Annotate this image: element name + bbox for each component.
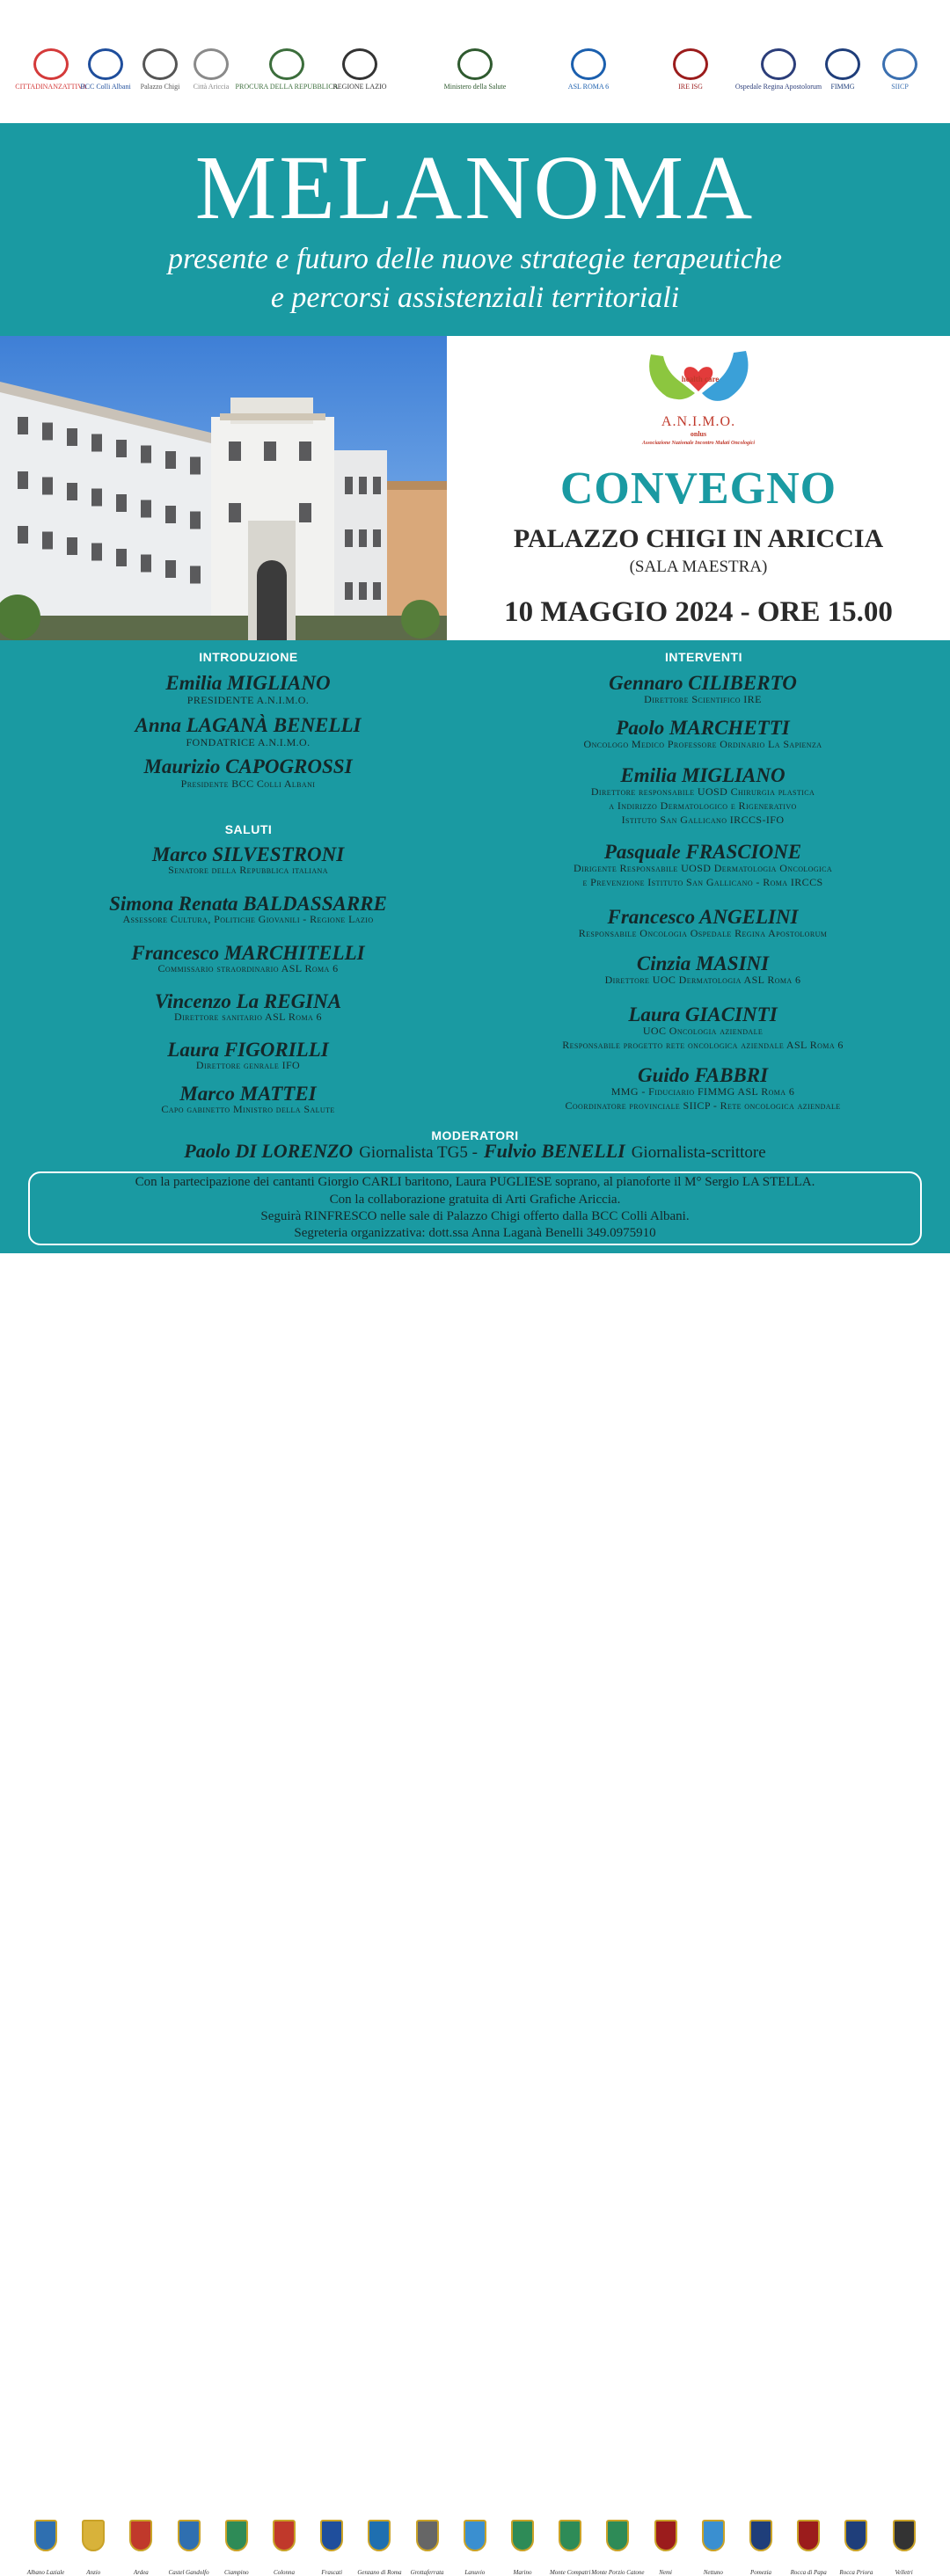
municipality-name: Rocca di Papa	[790, 2569, 827, 2576]
speaker-role: Presidente BCC Colli Albani	[180, 777, 316, 790]
speaker-role: Commissario straordinario ASL Roma 6	[157, 962, 339, 974]
speaker-name: Anna LAGANÀ BENELLI	[135, 714, 362, 736]
speaker-role: Oncologo Medico Professore Ordinario La Sapienza	[583, 738, 822, 750]
speaker-role: Capo gabinetto Ministro della Salute	[161, 1103, 335, 1115]
sponsor-logo	[558, 48, 619, 91]
sponsor-emblem-icon	[342, 48, 377, 80]
sponsor-logo-label: PROCURA DELLA REPUBBLICA	[235, 83, 339, 91]
sponsor-logo-label: Ospedale Regina Apostolorum	[734, 83, 822, 91]
municipality-crest	[121, 2520, 160, 2576]
municipality-name: Nemi	[659, 2569, 672, 2576]
sponsor-logos-bar	[0, 0, 950, 123]
animo-hands-text: health care	[681, 375, 720, 383]
speaker-role: UOC Oncologia aziendale	[642, 1025, 764, 1037]
moderator-2-desc: Giornalista-scrittore	[631, 1143, 766, 1162]
sponsor-logo	[235, 48, 339, 91]
section-moderatori: MODERATORI	[431, 1128, 519, 1142]
palazzo-chigi-photo	[0, 336, 447, 640]
speaker-name: Laura FIGORILLI	[167, 1039, 329, 1061]
municipality-name: Ardea	[133, 2569, 149, 2576]
sponsor-logo	[878, 48, 922, 91]
municipality-crest	[647, 2520, 685, 2576]
speaker-role: FONDATRICE A.N.I.M.O.	[186, 736, 311, 748]
crest-shield-icon	[273, 2520, 296, 2551]
crest-shield-icon	[844, 2520, 867, 2551]
animo-logo	[640, 346, 756, 409]
municipality-name: Monte Compatri	[549, 2569, 591, 2576]
note-line-3: Seguirà RINFRESCO nelle sale di Palazzo Chigi offerto dalla BCC Colli Albani.	[260, 1209, 690, 1223]
crest-shield-icon	[893, 2520, 916, 2551]
municipality-crest	[742, 2520, 780, 2576]
sponsor-emblem-icon	[33, 48, 69, 80]
sponsor-logo-label: Palazzo Chigi	[140, 83, 180, 91]
speaker-role: Assessore Cultura, Politiche Giovanili - Regione Lazio	[122, 913, 374, 925]
organizer-full-name: Associazione Nazionale Incontro Malati Oncologici	[641, 441, 755, 446]
crest-shield-icon	[511, 2520, 534, 2551]
note-line-2: Con la collaborazione gratuita di Arti Grafiche Ariccia.	[329, 1193, 621, 1207]
crest-shield-icon	[606, 2520, 629, 2551]
municipality-crest	[885, 2520, 924, 2576]
municipality-name: Pomezia	[749, 2569, 772, 2576]
sponsor-logo-label: REGIONE LAZIO	[332, 83, 387, 91]
municipality-name: Anzio	[86, 2569, 101, 2576]
crest-shield-icon	[797, 2520, 820, 2551]
municipality-crest	[26, 2520, 65, 2576]
municipality-crest	[74, 2520, 113, 2576]
sponsor-logo-label: SIICP	[891, 83, 909, 91]
municipality-name: Colonna	[273, 2569, 296, 2576]
sponsor-logo	[814, 48, 872, 91]
crest-shield-icon	[416, 2520, 439, 2551]
speaker-name: Francesco MARCHITELLI	[131, 942, 365, 964]
municipality-name: Rocca Priora	[839, 2569, 873, 2576]
crest-shield-icon	[34, 2520, 57, 2551]
crest-shield-icon	[702, 2520, 725, 2551]
speaker-name: Vincenzo La REGINA	[154, 990, 342, 1012]
speaker-name: Guido FABBRI	[637, 1064, 769, 1086]
speaker-name: Laura GIACINTI	[628, 1003, 778, 1025]
crest-shield-icon	[225, 2520, 248, 2551]
municipality-crest	[789, 2520, 828, 2576]
crest-shield-icon	[129, 2520, 152, 2551]
sponsor-emblem-icon	[882, 48, 917, 80]
speaker-role: PRESIDENTE A.N.I.M.O.	[186, 694, 310, 706]
municipality-crest	[456, 2520, 494, 2576]
speaker-role: Responsabile Oncologia Ospedale Regina Apostolorum	[578, 927, 828, 939]
speaker-role: Coordinatore provinciale SIICP - Rete oncologica aziendale	[565, 1099, 841, 1112]
speaker-role: MMG - Fiduciario FIMMG ASL Roma 6	[610, 1085, 795, 1098]
municipality-name: Castel Gandolfo	[168, 2569, 209, 2576]
crest-shield-icon	[320, 2520, 343, 2551]
speaker-role: Direttore UOC Dermatologia ASL Roma 6	[604, 974, 801, 986]
crest-shield-icon	[82, 2520, 105, 2551]
municipality-crest	[357, 2520, 402, 2576]
speaker-role: Direttore Scientifico IRE	[644, 693, 762, 705]
sponsor-emblem-icon	[457, 48, 493, 80]
speaker-name: Marco MATTEI	[179, 1083, 317, 1105]
section-introduzione: INTRODUZIONE	[199, 650, 298, 664]
event-type: CONVEGNO	[559, 463, 837, 514]
section-interventi: INTERVENTI	[665, 650, 742, 664]
municipality-name: Ciampino	[223, 2569, 249, 2576]
sponsor-logo-label: IRE ISG	[678, 83, 703, 91]
sponsor-logo	[81, 48, 130, 91]
municipality-name: Albano Laziale	[26, 2569, 65, 2576]
moderator-1-name: Paolo DI LORENZO	[184, 1140, 354, 1162]
sponsor-logo	[15, 48, 87, 91]
sponsor-logo-label: ASL ROMA 6	[567, 83, 610, 91]
sponsor-logo	[734, 48, 822, 91]
event-room: (SALA MAESTRA)	[629, 558, 768, 576]
moderators-line	[0, 1142, 950, 1162]
speaker-name: Gennaro CILIBERTO	[609, 672, 797, 694]
sponsor-emblem-icon	[88, 48, 123, 80]
sponsor-emblem-icon	[761, 48, 796, 80]
crest-shield-icon	[368, 2520, 391, 2551]
municipality-name: Lanuvio	[464, 2569, 486, 2576]
speaker-role: Direttore responsabile UOSD Chirurgia plastica	[590, 785, 815, 798]
sponsor-logo	[194, 48, 229, 91]
poster-title: MELANOMA	[194, 137, 756, 238]
organizer-name: A.N.I.M.O.	[661, 414, 736, 429]
speaker-role: Responsabile progetto rete oncologica aziendale ASL Roma 6	[562, 1039, 844, 1051]
crest-shield-icon	[559, 2520, 581, 2551]
speaker-role: Senatore della Repubblica italiana	[168, 864, 328, 876]
municipality-name: Velletri	[895, 2569, 913, 2576]
municipality-name: Nettuno	[703, 2569, 723, 2576]
sponsor-logo-label: BCC Colli Albani	[80, 83, 131, 91]
sponsor-logo	[651, 48, 730, 91]
crest-shield-icon	[178, 2520, 201, 2551]
crest-shield-icon	[749, 2520, 772, 2551]
speaker-name: Francesco ANGELINI	[607, 906, 799, 928]
speaker-role: Dirigente Responsabile UOSD Dermatologia Oncologica	[573, 862, 833, 874]
speaker-name: Maurizio CAPOGROSSI	[143, 755, 353, 777]
poster-subtitle-line-2: e percorsi assistenziali territoriali	[270, 281, 680, 314]
municipality-name: Monte Porzio Catone	[591, 2569, 645, 2576]
speaker-role: Direttore sanitario ASL Roma 6	[174, 1011, 322, 1023]
municipality-crest	[265, 2520, 303, 2576]
moderator-2-name: Fulvio BENELLI	[483, 1140, 625, 1162]
speaker-name: Marco SILVESTRONI	[151, 843, 345, 865]
speaker-name: Cinzia MASINI	[636, 952, 770, 974]
sponsor-emblem-icon	[825, 48, 860, 80]
sponsor-logo-label: Ministero della Salute	[443, 83, 507, 91]
crest-shield-icon	[464, 2520, 486, 2551]
speaker-name: Simona Renata BALDASSARRE	[109, 893, 387, 915]
moderator-1-desc: Giornalista TG5 -	[359, 1143, 478, 1162]
municipality-name: Genzano di Roma	[357, 2569, 402, 2576]
municipality-crest	[837, 2520, 875, 2576]
speaker-role: a Indirizzo Dermatologico e Rigenerativo	[609, 799, 797, 812]
sponsor-logo-label: CITTADINANZATTIVA	[15, 83, 87, 91]
sponsor-logo-label: FIMMG	[830, 83, 855, 91]
event-datetime: 10 MAGGIO 2024 - ORE 15.00	[504, 596, 893, 628]
poster-subtitle-line-1: presente e futuro delle nuove strategie terapeutiche	[167, 243, 783, 275]
sponsor-logo	[142, 48, 178, 91]
crest-shield-icon	[654, 2520, 677, 2551]
speaker-role: e Prevenzione Istituto San Gallicano - Roma IRCCS	[582, 876, 823, 888]
municipality-crest	[694, 2520, 733, 2576]
speaker-name: Emilia MIGLIANO	[620, 764, 786, 786]
sponsor-emblem-icon	[194, 48, 229, 80]
speaker-name: Pasquale FRASCIONE	[603, 841, 802, 863]
municipality-name: Marino	[513, 2569, 532, 2576]
sponsor-logo-label: Città Ariccia	[193, 83, 230, 91]
note-line-4: Segreteria organizzativa: dott.ssa Anna Laganà Benelli 349.0975910	[294, 1226, 656, 1240]
speaker-name: Paolo MARCHETTI	[616, 717, 790, 739]
organizer-tag: onlus	[690, 430, 707, 438]
municipalities-crests-bar	[0, 1253, 950, 2576]
municipality-crest	[408, 2520, 447, 2576]
sponsor-logo	[320, 48, 399, 91]
building-illustration	[0, 336, 447, 640]
municipality-crest	[503, 2520, 542, 2576]
speaker-role: Direttore genrale IFO	[195, 1059, 301, 1071]
municipality-crest	[591, 2520, 645, 2576]
municipality-crest	[312, 2520, 351, 2576]
section-saluti: SALUTI	[224, 822, 273, 836]
sponsor-logo	[405, 48, 545, 91]
note-line-1: Con la partecipazione dei cantanti Giorgio CARLI baritono, Laura PUGLIESE soprano, al pianoforte il M° Sergio LA STELLA.	[135, 1175, 815, 1189]
municipality-crest	[170, 2520, 208, 2576]
speaker-role: Istituto San Gallicano IRCCS-IFO	[621, 814, 785, 826]
sponsor-emblem-icon	[142, 48, 178, 80]
municipality-crest	[217, 2520, 256, 2576]
event-venue: PALAZZO CHIGI IN ARICCIA	[513, 524, 884, 553]
sponsor-emblem-icon	[269, 48, 304, 80]
speaker-name: Emilia MIGLIANO	[165, 672, 331, 694]
municipality-name: Grottaferrata	[410, 2569, 444, 2576]
sponsor-emblem-icon	[571, 48, 606, 80]
sponsor-emblem-icon	[673, 48, 708, 80]
municipality-crest	[551, 2520, 589, 2576]
municipality-name: Frascati	[321, 2569, 343, 2576]
